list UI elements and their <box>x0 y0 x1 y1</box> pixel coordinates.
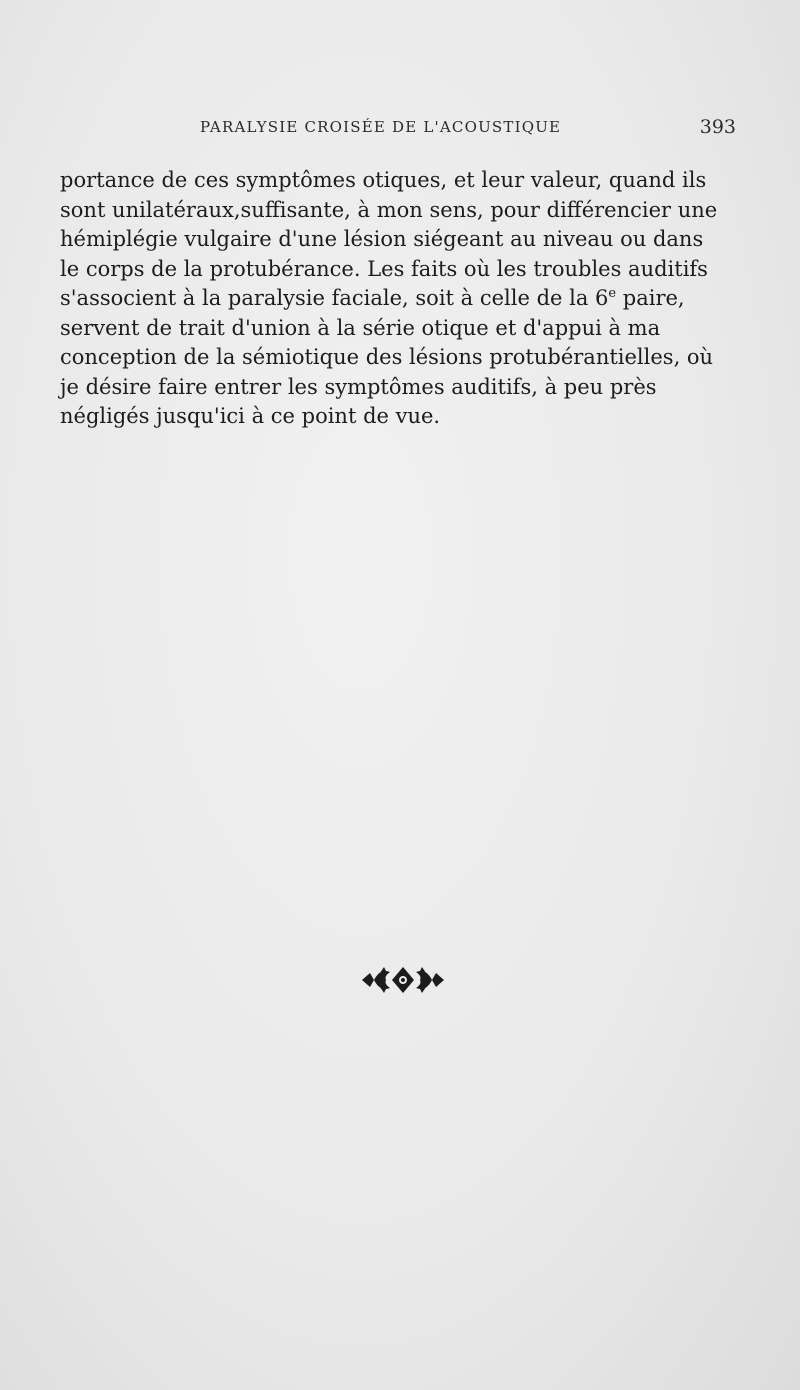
page-number: 393 <box>699 116 736 138</box>
fleuron-ornament-icon <box>360 964 446 996</box>
text-line: portance de ces symptômes otiques, et leur valeur, quand ils <box>60 168 707 192</box>
main-text <box>60 166 736 432</box>
text-line: le corps de la protubérance. Les faits où les troubles auditifs <box>60 256 708 281</box>
text-line: servent de trait d'union à la série otique et d'appui à ma <box>60 315 661 340</box>
text-line: s'associent à la paralysie faciale, soit à celle de la 6e paire, <box>60 286 685 310</box>
text-line: conception de la sémiotique des lésions protubérantielles, où <box>60 345 714 369</box>
text-line: sont unilatéraux,suffisante, à mon sens, pour différencier une <box>60 197 718 222</box>
text-line: négligés jusqu'ici à ce point de vue. <box>60 404 441 428</box>
running-title: PARALYSIE CROISÉE DE L'ACOUSTIQUE <box>200 118 562 136</box>
text-line: je désire faire entrer les symptômes auditifs, à peu près <box>60 374 657 399</box>
page-header <box>200 118 740 142</box>
text-line: hémiplégie vulgaire d'une lésion siégeant au niveau ou dans <box>60 227 704 251</box>
